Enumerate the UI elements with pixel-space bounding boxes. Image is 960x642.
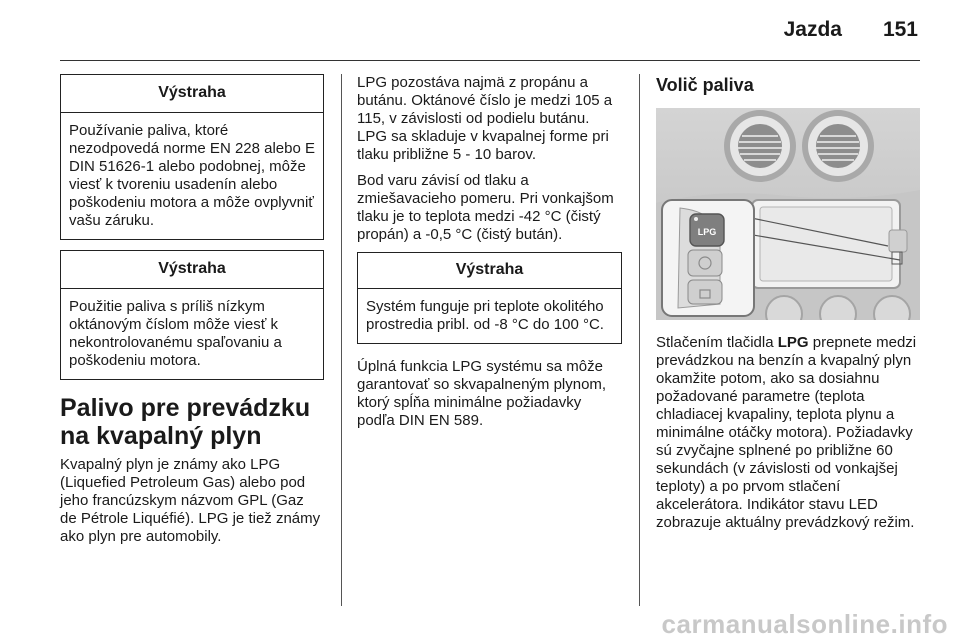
column-right bbox=[656, 74, 920, 540]
warning-box bbox=[60, 74, 324, 240]
heater-controls bbox=[766, 296, 910, 320]
fuel-selector-illustration bbox=[656, 108, 920, 320]
section-name: Jazda bbox=[783, 18, 842, 41]
page-header bbox=[0, 0, 960, 60]
warning-title: Výstraha bbox=[61, 251, 323, 289]
column-divider bbox=[639, 74, 640, 606]
lpg-button-label: LPG bbox=[697, 227, 717, 237]
air-vent-left bbox=[724, 110, 796, 182]
lock-button bbox=[688, 280, 722, 304]
paragraph: Úplná funkcia LPG systému sa môže garantovať so skvapalneným plynom, ktorý spĺňa minimálne požiadavky podľa DIN EN 589. bbox=[357, 358, 607, 429]
page-number: 151 bbox=[882, 18, 918, 41]
lpg-button bbox=[690, 214, 724, 246]
warning-title: Výstraha bbox=[358, 253, 621, 289]
warning-text: Systém funguje pri teplote okolitého prostredia pribl. od -8 °C do 100 °C. bbox=[366, 298, 604, 333]
dashboard-illustration bbox=[656, 108, 920, 320]
side-control bbox=[889, 230, 907, 252]
paragraph: Bod varu závisí od tlaku a zmiešavacieho pomeru. Pri vonkajšom tlaku je to teplota medzi -42 °C (čistý propán) a -0,5 °C (čistý bután). bbox=[357, 172, 614, 243]
text-run: Stlačením tlačidla bbox=[656, 334, 778, 351]
section-heading: Palivo pre prevádzku na kvapalný plyn bbox=[60, 394, 311, 450]
watermark: carmanualsonline.info bbox=[661, 609, 948, 639]
air-vent-right bbox=[802, 110, 874, 182]
led-indicator bbox=[694, 217, 698, 221]
display-screen bbox=[760, 207, 892, 281]
column-left bbox=[60, 74, 324, 554]
paragraph: Kvapalný plyn je známy ako LPG (Liquefied Petroleum Gas) alebo pod jeho francúzskym názvom GPL (Gaz de Pétrole Liquéfié). LPG je tiež známy ako plyn pre automobily. bbox=[60, 456, 321, 545]
column-divider bbox=[341, 74, 342, 606]
paragraph: LPG pozostáva najmä z propánu a butánu. Oktánové číslo je medzi 105 a 115, v závislosti od podielu butánu. LPG sa skladuje v kvapalnej forme pri tlaku približne 5 - 10 barov. bbox=[357, 74, 613, 163]
warning-title: Výstraha bbox=[61, 75, 323, 113]
subsection-heading: Volič paliva bbox=[656, 75, 754, 95]
lpg-label: LPG bbox=[777, 334, 809, 351]
warning-text: Použitie paliva s príliš nízkym oktánovým číslom môže viesť k nekontrolovanému spaľovaniu a poškodeniu motora. bbox=[69, 298, 282, 369]
warning-text: Používanie paliva, ktoré nezodpovedá norme EN 228 alebo E DIN 51626-1 alebo podobnej, môže viesť k tvoreniu usadenín alebo poškodeniu motora a môže ovplyvniť vašu záruku. bbox=[69, 122, 316, 229]
text-run: prepnete medzi prevádzkou na benzín a kvapalný plyn okamžite potom, ako sa dosiahnu požadované parametre (teplota chladiacej kvapaliny, teplota plynu a minimálne otáčky motora). Požiadavky sú zvyčajne splnené po približne 60 sekundách (v závislosti od vonkajšej teploty) a po prvom stlačení akcelerátora. Indikátor stavu LED zobrazuje aktuálny prevádzkový režim. bbox=[656, 334, 917, 531]
header-rule bbox=[60, 60, 920, 61]
warning-box bbox=[357, 252, 622, 344]
column-middle bbox=[357, 74, 622, 438]
parking-button bbox=[688, 250, 722, 276]
paragraph bbox=[656, 334, 920, 532]
warning-box bbox=[60, 250, 324, 380]
